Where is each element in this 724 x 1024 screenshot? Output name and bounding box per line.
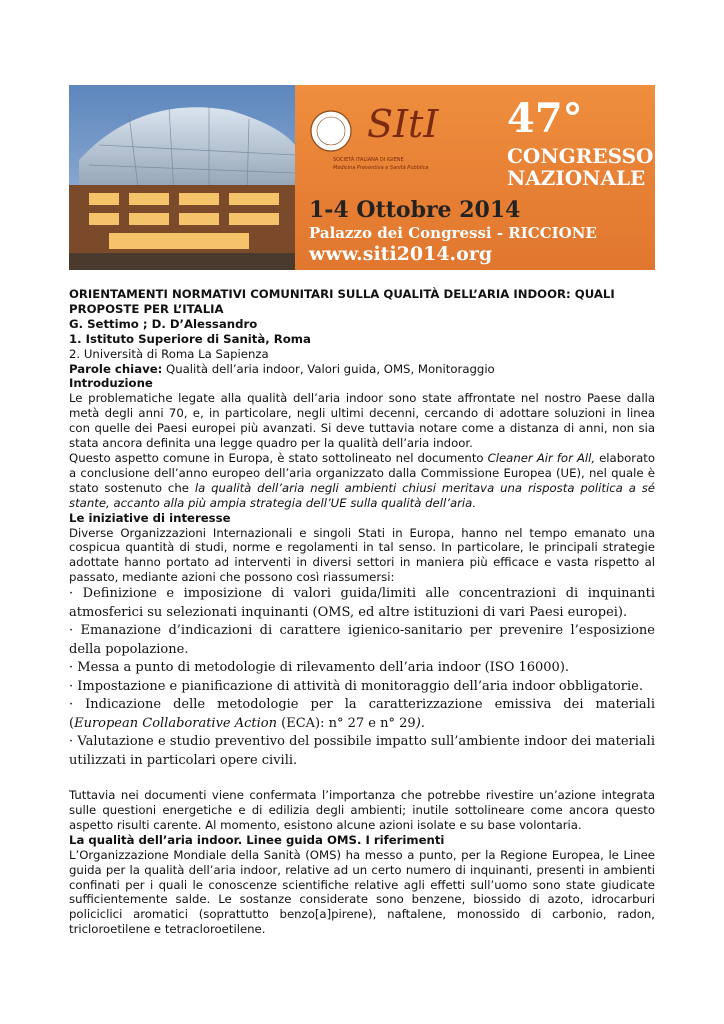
intro-quote: la qualità dell’aria negli ambienti chiusi meritava una risposta politica a sé stante, accanto alla più ampia strategia dell’UE sulla qualità dell’aria. bbox=[69, 480, 655, 510]
logo-text: SItI bbox=[367, 102, 439, 146]
bullet-text-a: · Indicazione delle metodologie per la caratterizzazione emissiva dei materiali ( bbox=[69, 697, 655, 731]
keywords bbox=[69, 362, 655, 377]
logo-sub1: SOCIETÀ ITALIANA DI IGIENE bbox=[333, 157, 404, 163]
bullet-item: · Emanazione d’indicazioni di carattere igienico-sanitario per prevenire l’esposizione della popolazione. bbox=[69, 623, 655, 657]
logo-sub2: Medicina Preventiva e Sanità Pubblica bbox=[333, 165, 429, 171]
article-title: ORIENTAMENTI NORMATIVI COMUNITARI SULLA QUALITÀ DELL’ARIA INDOOR: QUALI PROPOSTE PER L’ITALIA bbox=[69, 287, 615, 316]
bullet-item: · Valutazione e studio preventivo del possibile impatto sull’ambiente indoor dei materiali utilizzati in particolari opere civili. bbox=[69, 734, 655, 768]
affiliation-2: 2. Università di Roma La Sapienza bbox=[69, 346, 269, 361]
initiatives-paragraph: Diverse Organizzazioni Internazionali e singoli Stati in Europa, hanno nel tempo emanato una cospicua quantità di studi, norme e regolamenti in tal senso. In particolare, le principali strategie adottate hanno portato ad interventi in diversi settori in maniera più efficace e vasta rispetto al passato, mediante azioni che possono così riassumersi: bbox=[69, 525, 655, 585]
intro-document-title: Cleaner Air for All, bbox=[487, 450, 596, 465]
bullet-item: · Impostazione e pianificazione di attività di monitoraggio dell’aria indoor obbligatorie. bbox=[69, 678, 643, 694]
bullet-item bbox=[69, 696, 655, 733]
intro-text-c: elaborato a conclusione dell’anno europeo dell’aria organizzato dalla Commissione Europea (UE), nel quale è stato sostenuto che bbox=[69, 450, 655, 495]
oms-heading: La qualità dell’aria indoor. Linee guida OMS. I riferimenti bbox=[69, 832, 445, 847]
siti-logo bbox=[309, 91, 449, 173]
congress-number: 47° bbox=[507, 95, 583, 142]
congress-place: Palazzo dei Congressi - RICCIONE bbox=[309, 224, 597, 242]
congress-date: 1-4 Ottobre 2014 bbox=[309, 197, 521, 223]
oms-paragraph: L’Organizzazione Mondiale della Sanità (OMS) ha messo a punto, per la Regione Europea, le Linee guida per la qualità dell’aria indoor, relative ad un certo numero di inquinanti, presenti in ambienti confinati per i quali le conoscenze scientifiche relative agli effetti sull’uomo sono state giudicate sufficientemente salde. Le sostanze considerate sono benzene, biossido di azoto, idrocarburi policiclici aromatici (soprattutto benzo[a]pirene), naftalene, monossido di carbonio, radon, tricloroetilene e tetracloroetilene. bbox=[69, 847, 655, 937]
intro-heading: Introduzione bbox=[69, 376, 153, 391]
bullet-text-d: ). bbox=[415, 715, 425, 731]
congress-banner bbox=[69, 85, 655, 270]
intro-paragraph-2 bbox=[69, 451, 655, 511]
bullet-item: · Messa a punto di metodologie di rilevamento dell’aria indoor (ISO 16000). bbox=[69, 660, 570, 676]
initiatives-heading: Le iniziative di interesse bbox=[69, 510, 231, 525]
tuttavia-paragraph: Tuttavia nei documenti viene confermata l’importanza che potrebbe rivestire un’azione integrata sulle questioni energetiche e di edilizia degli ambienti; inutile sottolineare come ancora questo aspetto risulti carente. Al momento, esistono alcune azioni isolate e su base volontaria. bbox=[69, 788, 655, 832]
keywords-text: Qualità dell’aria indoor, Valori guida, OMS, Monitoraggio bbox=[162, 361, 495, 376]
congress-url: www.siti2014.org bbox=[309, 243, 493, 265]
bullet-eca-title: European Collaborative Action bbox=[74, 715, 278, 731]
article-body bbox=[69, 287, 655, 937]
keywords-label: Parole chiave: bbox=[69, 361, 163, 376]
intro-paragraph-1: Le problematiche legate alla qualità dell’aria indoor sono state affrontate nel nostro Paese dalla metà degli anni 70, e, in particolare, negli ultimi decenni, cercando di adottare soluzioni in linea con quelle dei Paesi europei più avanzati. Si deve tuttavia notare come a distanza di anni, non sia stata ancora definita una legge quadro per la qualità dell’aria indoor. bbox=[69, 391, 655, 451]
bullet-item: · Definizione e imposizione di valori guida/limiti alle concentrazioni di inquinanti atmosferici su selezionati inquinanti (OMS, ed altre istituzioni di vari Paesi europei). bbox=[69, 586, 655, 620]
intro-text-a: Questo aspetto comune in Europa, è stato sottolineato nel documento bbox=[69, 450, 488, 465]
bullet-text-c: (ECA): n° 27 e n° 29 bbox=[277, 715, 416, 731]
building-photo bbox=[69, 85, 295, 270]
authors: G. Settimo ; D. D’Alessandro bbox=[69, 316, 258, 331]
congress-label: CONGRESSO NAZIONALE bbox=[507, 144, 654, 190]
affiliation-1: 1. Istituto Superiore di Sanità, Roma bbox=[69, 331, 311, 346]
